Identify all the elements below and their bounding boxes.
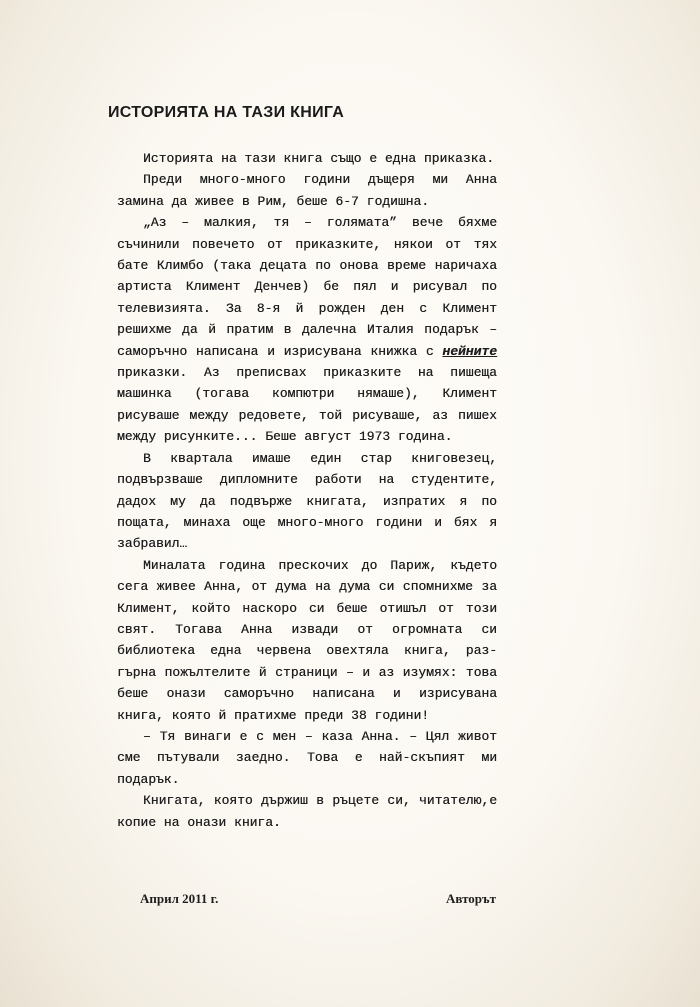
- story-text: [117, 148, 497, 833]
- emphasized-word: нейните: [442, 343, 497, 359]
- page-footer: [140, 891, 496, 907]
- paragraph-1: Историята на тази книга също е една приказка.: [143, 151, 495, 166]
- paragraph-7: Книгата, която държиш в ръцете си, читателю,е копие на онази книга.: [117, 793, 497, 830]
- footer-signature: Авторът: [446, 891, 496, 906]
- paragraph-3-before: „Аз – малкия, тя – голямата” вече бяхме съчинили повечето от приказките, някои от тях бате Климбо (така децата по онова време наричаха артиста Климент Денчев) бе пял и рисувал по телевизията. За 8-я й рожден ден с Климент решихме да й пратим в далечна Италия подарък – саморъчно написана и изрисувана книжка с: [117, 215, 497, 359]
- paragraph-5: Миналата година прескочих до Париж, където сега живее Анна, от дума на дума си спомнихме за Климент, който наскоро си беше отишъл от този свят. Тогава Анна извади от огромната си библиотека една червена овехтяла книга, раз-гърна пожълтелите й страници – и аз изумях: това беше онази саморъчно написана и изрисувана книга, която й пратихме преди 38 години!: [117, 557, 497, 723]
- page-title: ИСТОРИЯТА НА ТАЗИ КНИГА: [108, 104, 345, 121]
- paragraph-4: В квартала имаше един стар книговезец, подвързваше дипломните работи на студентите, дадох му да подвърже книгата, изпратих я по пощата, минаха още много-много години и бях я забравил…: [117, 450, 497, 552]
- paragraph-3: [117, 212, 497, 447]
- paragraph-2: Преди много-много години дъщеря ми Анна замина да живее в Рим, беше 6-7 годишна.: [117, 172, 497, 209]
- footer-date: Април 2011 г.: [140, 891, 219, 906]
- paragraph-3-after: приказки. Аз преписвах приказките на пишеща машинка (тогава компютри нямаше), Климент рисуваше между редовете, той рисуваше, аз пишех между рисунките... Беше август 1973 година.: [117, 365, 497, 445]
- paragraph-6: – Тя винаги е с мен – каза Анна. – Цял живот сме пътували заедно. Това е най-скъпият ми подарък.: [117, 728, 497, 787]
